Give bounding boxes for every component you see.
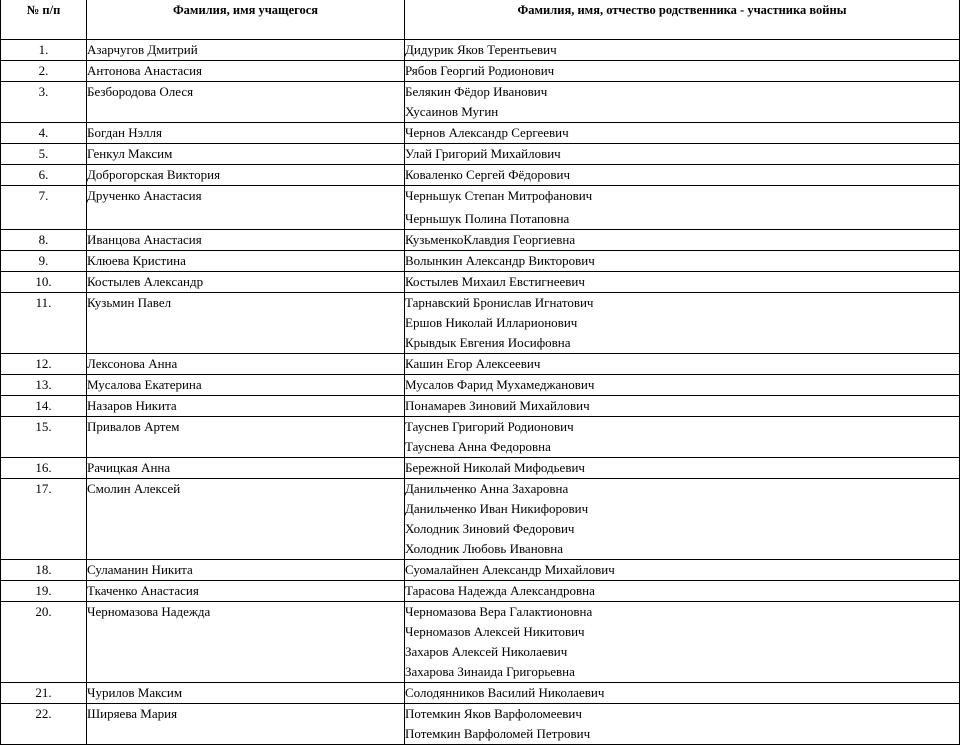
row-number: 1. — [1, 40, 87, 61]
relative-name: Холодник Зиновий Федорович — [405, 521, 575, 536]
row-number: 14. — [1, 396, 87, 417]
table-row — [1, 82, 960, 123]
relatives-cell — [405, 375, 960, 396]
relative-name: Чернов Александр Сергеевич — [405, 125, 569, 140]
student-name: Ширяева Мария — [87, 704, 405, 745]
relative-name: Потемкин Варфоломей Петрович — [405, 726, 591, 741]
student-name: Кузьмин Павел — [87, 293, 405, 354]
relative-name: Бережной Николай Мифодьевич — [405, 460, 585, 475]
relatives-cell — [405, 40, 960, 61]
table-row — [1, 293, 960, 354]
table-row — [1, 683, 960, 704]
relative-name: КузьменкоКлавдия Георгиевна — [405, 232, 576, 247]
student-name: Доброгорская Виктория — [87, 165, 405, 186]
relative-name: Солодянников Василий Николаевич — [405, 685, 605, 700]
relative-name: Рябов Георгий Родионович — [405, 63, 555, 78]
relatives-cell — [405, 165, 960, 186]
table-row — [1, 123, 960, 144]
relative-name: Черньшук Полина Потаповна — [405, 211, 570, 226]
relatives-cell — [405, 560, 960, 581]
row-number: 10. — [1, 272, 87, 293]
row-number: 20. — [1, 602, 87, 683]
table-row — [1, 251, 960, 272]
table-row — [1, 40, 960, 61]
relative-name: Черномазов Алексей Никитович — [405, 624, 585, 639]
table-row — [1, 144, 960, 165]
relatives-cell — [405, 186, 960, 230]
row-number: 4. — [1, 123, 87, 144]
row-number: 15. — [1, 417, 87, 458]
student-name: Лексонова Анна — [87, 354, 405, 375]
student-name: Привалов Артем — [87, 417, 405, 458]
relative-name: Улай Григорий Михайлович — [405, 146, 561, 161]
row-number: 13. — [1, 375, 87, 396]
relative-name: Суомалайнен Александр Михайлович — [405, 562, 615, 577]
header-student-name: Фамилия, имя учащегося — [87, 0, 405, 40]
relatives-cell — [405, 354, 960, 375]
row-number: 12. — [1, 354, 87, 375]
header-number: № п/п — [1, 0, 87, 40]
relatives-cell — [405, 458, 960, 479]
relatives-cell — [405, 230, 960, 251]
row-number: 2. — [1, 61, 87, 82]
relatives-cell — [405, 272, 960, 293]
student-name: Рачицкая Анна — [87, 458, 405, 479]
relatives-cell — [405, 144, 960, 165]
relative-name: Тауснев Григорий Родионович — [405, 419, 574, 434]
table-row — [1, 61, 960, 82]
table-row — [1, 375, 960, 396]
relative-name: Потемкин Яков Варфоломеевич — [405, 706, 582, 721]
student-name: Мусалова Екатерина — [87, 375, 405, 396]
student-name: Иванцова Анастасия — [87, 230, 405, 251]
relative-name: Черньшук Степан Митрофанович — [405, 188, 593, 203]
relative-name: Мусалов Фарид Мухамеджанович — [405, 377, 595, 392]
student-name: Азарчугов Дмитрий — [87, 40, 405, 61]
relative-name: Захаров Алексей Николаевич — [405, 644, 568, 659]
relatives-cell — [405, 417, 960, 458]
student-name: Костылев Александр — [87, 272, 405, 293]
student-name: Безбородова Олеся — [87, 82, 405, 123]
table-row — [1, 581, 960, 602]
relative-name: Крывдык Евгения Иосифовна — [405, 335, 571, 350]
relative-name: Захарова Зинаида Григорьевна — [405, 664, 575, 679]
relative-name: Кашин Егор Алексеевич — [405, 356, 541, 371]
relatives-cell — [405, 683, 960, 704]
table-row — [1, 704, 960, 745]
relatives-cell — [405, 82, 960, 123]
student-name: Генкул Максим — [87, 144, 405, 165]
table-body — [1, 40, 960, 745]
student-name: Ткаченко Анастасия — [87, 581, 405, 602]
table-row — [1, 479, 960, 560]
table-row — [1, 396, 960, 417]
relatives-cell — [405, 293, 960, 354]
relatives-cell — [405, 251, 960, 272]
relative-name: Данильченко Иван Никифорович — [405, 501, 589, 516]
row-number: 3. — [1, 82, 87, 123]
relatives-cell — [405, 581, 960, 602]
relative-name: Хусаинов Мугин — [405, 104, 499, 119]
table-row — [1, 272, 960, 293]
relative-name: Холодник Любовь Ивановна — [405, 541, 564, 556]
row-number: 21. — [1, 683, 87, 704]
student-name: Смолин Алексей — [87, 479, 405, 560]
student-name: Антонова Анастасия — [87, 61, 405, 82]
relatives-cell — [405, 704, 960, 745]
relatives-cell — [405, 61, 960, 82]
table-row — [1, 354, 960, 375]
student-name: Суламанин Никита — [87, 560, 405, 581]
relative-name: Тауснева Анна Федоровна — [405, 439, 551, 454]
row-number: 22. — [1, 704, 87, 745]
relative-name: Черномазова Вера Галактионовна — [405, 604, 593, 619]
row-number: 19. — [1, 581, 87, 602]
relative-name: Тарнавский Бронислав Игнатович — [405, 295, 594, 310]
table-row — [1, 602, 960, 683]
table-row — [1, 165, 960, 186]
relative-name: Дидурик Яков Терентьевич — [405, 42, 557, 57]
student-name: Клюева Кристина — [87, 251, 405, 272]
row-number: 7. — [1, 186, 87, 230]
relative-name: Волынкин Александр Викторович — [405, 253, 595, 268]
row-number: 16. — [1, 458, 87, 479]
student-name: Чурилов Максим — [87, 683, 405, 704]
relative-name: Данильченко Анна Захаровна — [405, 481, 569, 496]
table-header-row — [1, 0, 960, 40]
relative-name: Коваленко Сергей Фёдорович — [405, 167, 571, 182]
relative-name: Тарасова Надежда Александровна — [405, 583, 595, 598]
table-row — [1, 417, 960, 458]
student-name: Назаров Никита — [87, 396, 405, 417]
table-row — [1, 186, 960, 230]
student-name: Друченко Анастасия — [87, 186, 405, 230]
table-row — [1, 560, 960, 581]
relative-name: Понамарев Зиновий Михайлович — [405, 398, 590, 413]
row-number: 11. — [1, 293, 87, 354]
relative-name: Белякин Фёдор Иванович — [405, 84, 548, 99]
student-name: Черномазова Надежда — [87, 602, 405, 683]
relatives-cell — [405, 123, 960, 144]
relatives-cell — [405, 396, 960, 417]
row-number: 9. — [1, 251, 87, 272]
relative-name: Костылев Михаил Евстигнеевич — [405, 274, 585, 289]
row-number: 6. — [1, 165, 87, 186]
row-number: 5. — [1, 144, 87, 165]
relatives-cell — [405, 479, 960, 560]
relative-name: Ершов Николай Илларионович — [405, 315, 578, 330]
row-number: 18. — [1, 560, 87, 581]
table-row — [1, 230, 960, 251]
table-row — [1, 458, 960, 479]
student-name: Богдан Нэлля — [87, 123, 405, 144]
relatives-cell — [405, 602, 960, 683]
row-number: 17. — [1, 479, 87, 560]
row-number: 8. — [1, 230, 87, 251]
header-relative-name: Фамилия, имя, отчество родственника - участника войны — [405, 0, 960, 40]
